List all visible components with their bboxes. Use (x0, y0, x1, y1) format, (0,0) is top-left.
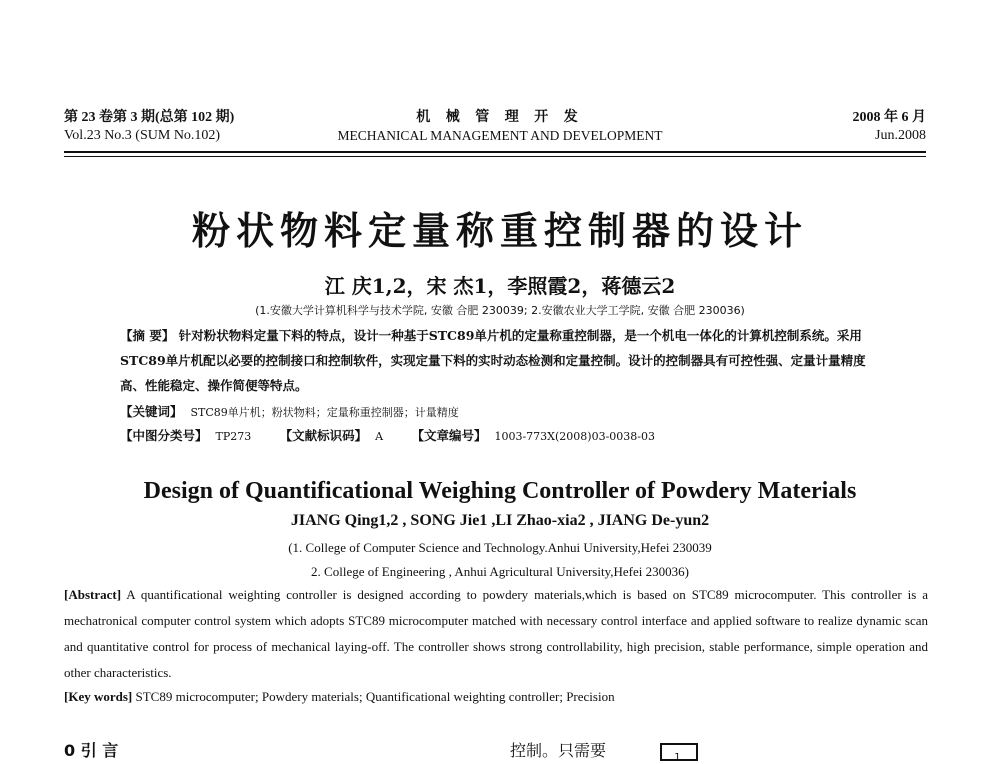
keywords-cn-text: STC89单片机；粉状物料；定量称重控制器；计量精度 (190, 406, 459, 419)
clc-label: 【中图分类号】 (120, 428, 208, 443)
articleno-label: 【文章编号】 (411, 428, 487, 443)
abstract-en (64, 582, 928, 686)
header-date-en: Jun.2008 (875, 128, 926, 143)
doccode-label: 【文献标识码】 (279, 428, 368, 443)
abstract-cn-text: 针对粉状物料定量下料的特点，设计一种基于STC89单片机的定量称重控制器，是一个机电一体化的计算机控制系统。采用STC89单片机配以必要的控制接口和控制软件，实现定量下料的实时动态检测和定量控制。设计的控制器具有可控性强、定量计量精度高、性能稳定、操作简便等特点。 (120, 328, 866, 393)
abstract-en-label: [Abstract] (64, 587, 122, 602)
header-issue-en: Vol.23 No.3 (SUM No.102) (64, 128, 221, 143)
keywords-cn-label: 【关键词】 (120, 404, 183, 419)
paper-title-en: Design of Quantificational Weighing Controller of Powdery Materials (143, 478, 857, 504)
keywords-en (64, 684, 928, 710)
right-column-text: 控制。只需要 1 (510, 738, 698, 761)
keywords-en-text: STC89 microcomputer; Powdery materials; Quantificational weighting controller; Precision (135, 689, 615, 704)
header-issue-cn: 第 23 卷第 3 期(总第 102 期) (64, 110, 235, 125)
abstract-en-text: A quantificational weighting controller is designed according to powdery materials,which is based on STC89 microcomputer. This controller is a mechatronical computer control system which adopts STC89 microcomputer matched with necessary control interface and applied software to realize dynamic scan and quantitative control for process of mechanical laying-off. The controller shows strong controllability, high precision, stable performance, simple operation and other characteristics. (64, 587, 928, 680)
doccode-value: A (375, 430, 384, 443)
clc-value: TP273 (215, 430, 252, 443)
classification-line (120, 426, 663, 444)
abstract-cn-label: 【摘 要】 (120, 328, 175, 343)
keywords-en-label: [Key words] (64, 689, 133, 704)
articleno-value: 1003-773X(2008)03-0038-03 (494, 430, 655, 443)
header-journal-cn: 机 械 管 理 开 发 (416, 110, 584, 125)
affiliation-en-1: (1. College of Computer Science and Technology.Anhui University,Hefei 230039 (288, 540, 712, 555)
paper-title-cn: 粉状物料定量称重控制器的设计 (191, 208, 808, 253)
authors-cn: 江 庆1,2，宋 杰1，李照霞2，蒋德云2 (324, 274, 676, 298)
header-date-cn: 2008 年 6 月 (852, 110, 926, 125)
affiliation-en-2: 2. College of Engineering , Anhui Agricultural University,Hefei 230036) (311, 564, 689, 579)
header-rule-thick (64, 151, 926, 153)
header-journal-en: MECHANICAL MANAGEMENT AND DEVELOPMENT (337, 128, 663, 143)
keywords-cn (120, 402, 467, 420)
affiliation-cn: (1.安徽大学计算机科学与技术学院, 安徽 合肥 230039; 2.安徽农业大学工学院, 安徽 合肥 230036) (255, 304, 745, 317)
figure-fragment: 1 (660, 743, 698, 761)
header-rule-thin (64, 156, 926, 157)
abstract-cn (120, 323, 880, 398)
authors-en: JIANG Qing1,2 , SONG Jie1 ,LI Zhao-xia2 , JIANG De-yun2 (290, 512, 710, 529)
section-heading-intro: 0 引 言 (64, 741, 119, 760)
